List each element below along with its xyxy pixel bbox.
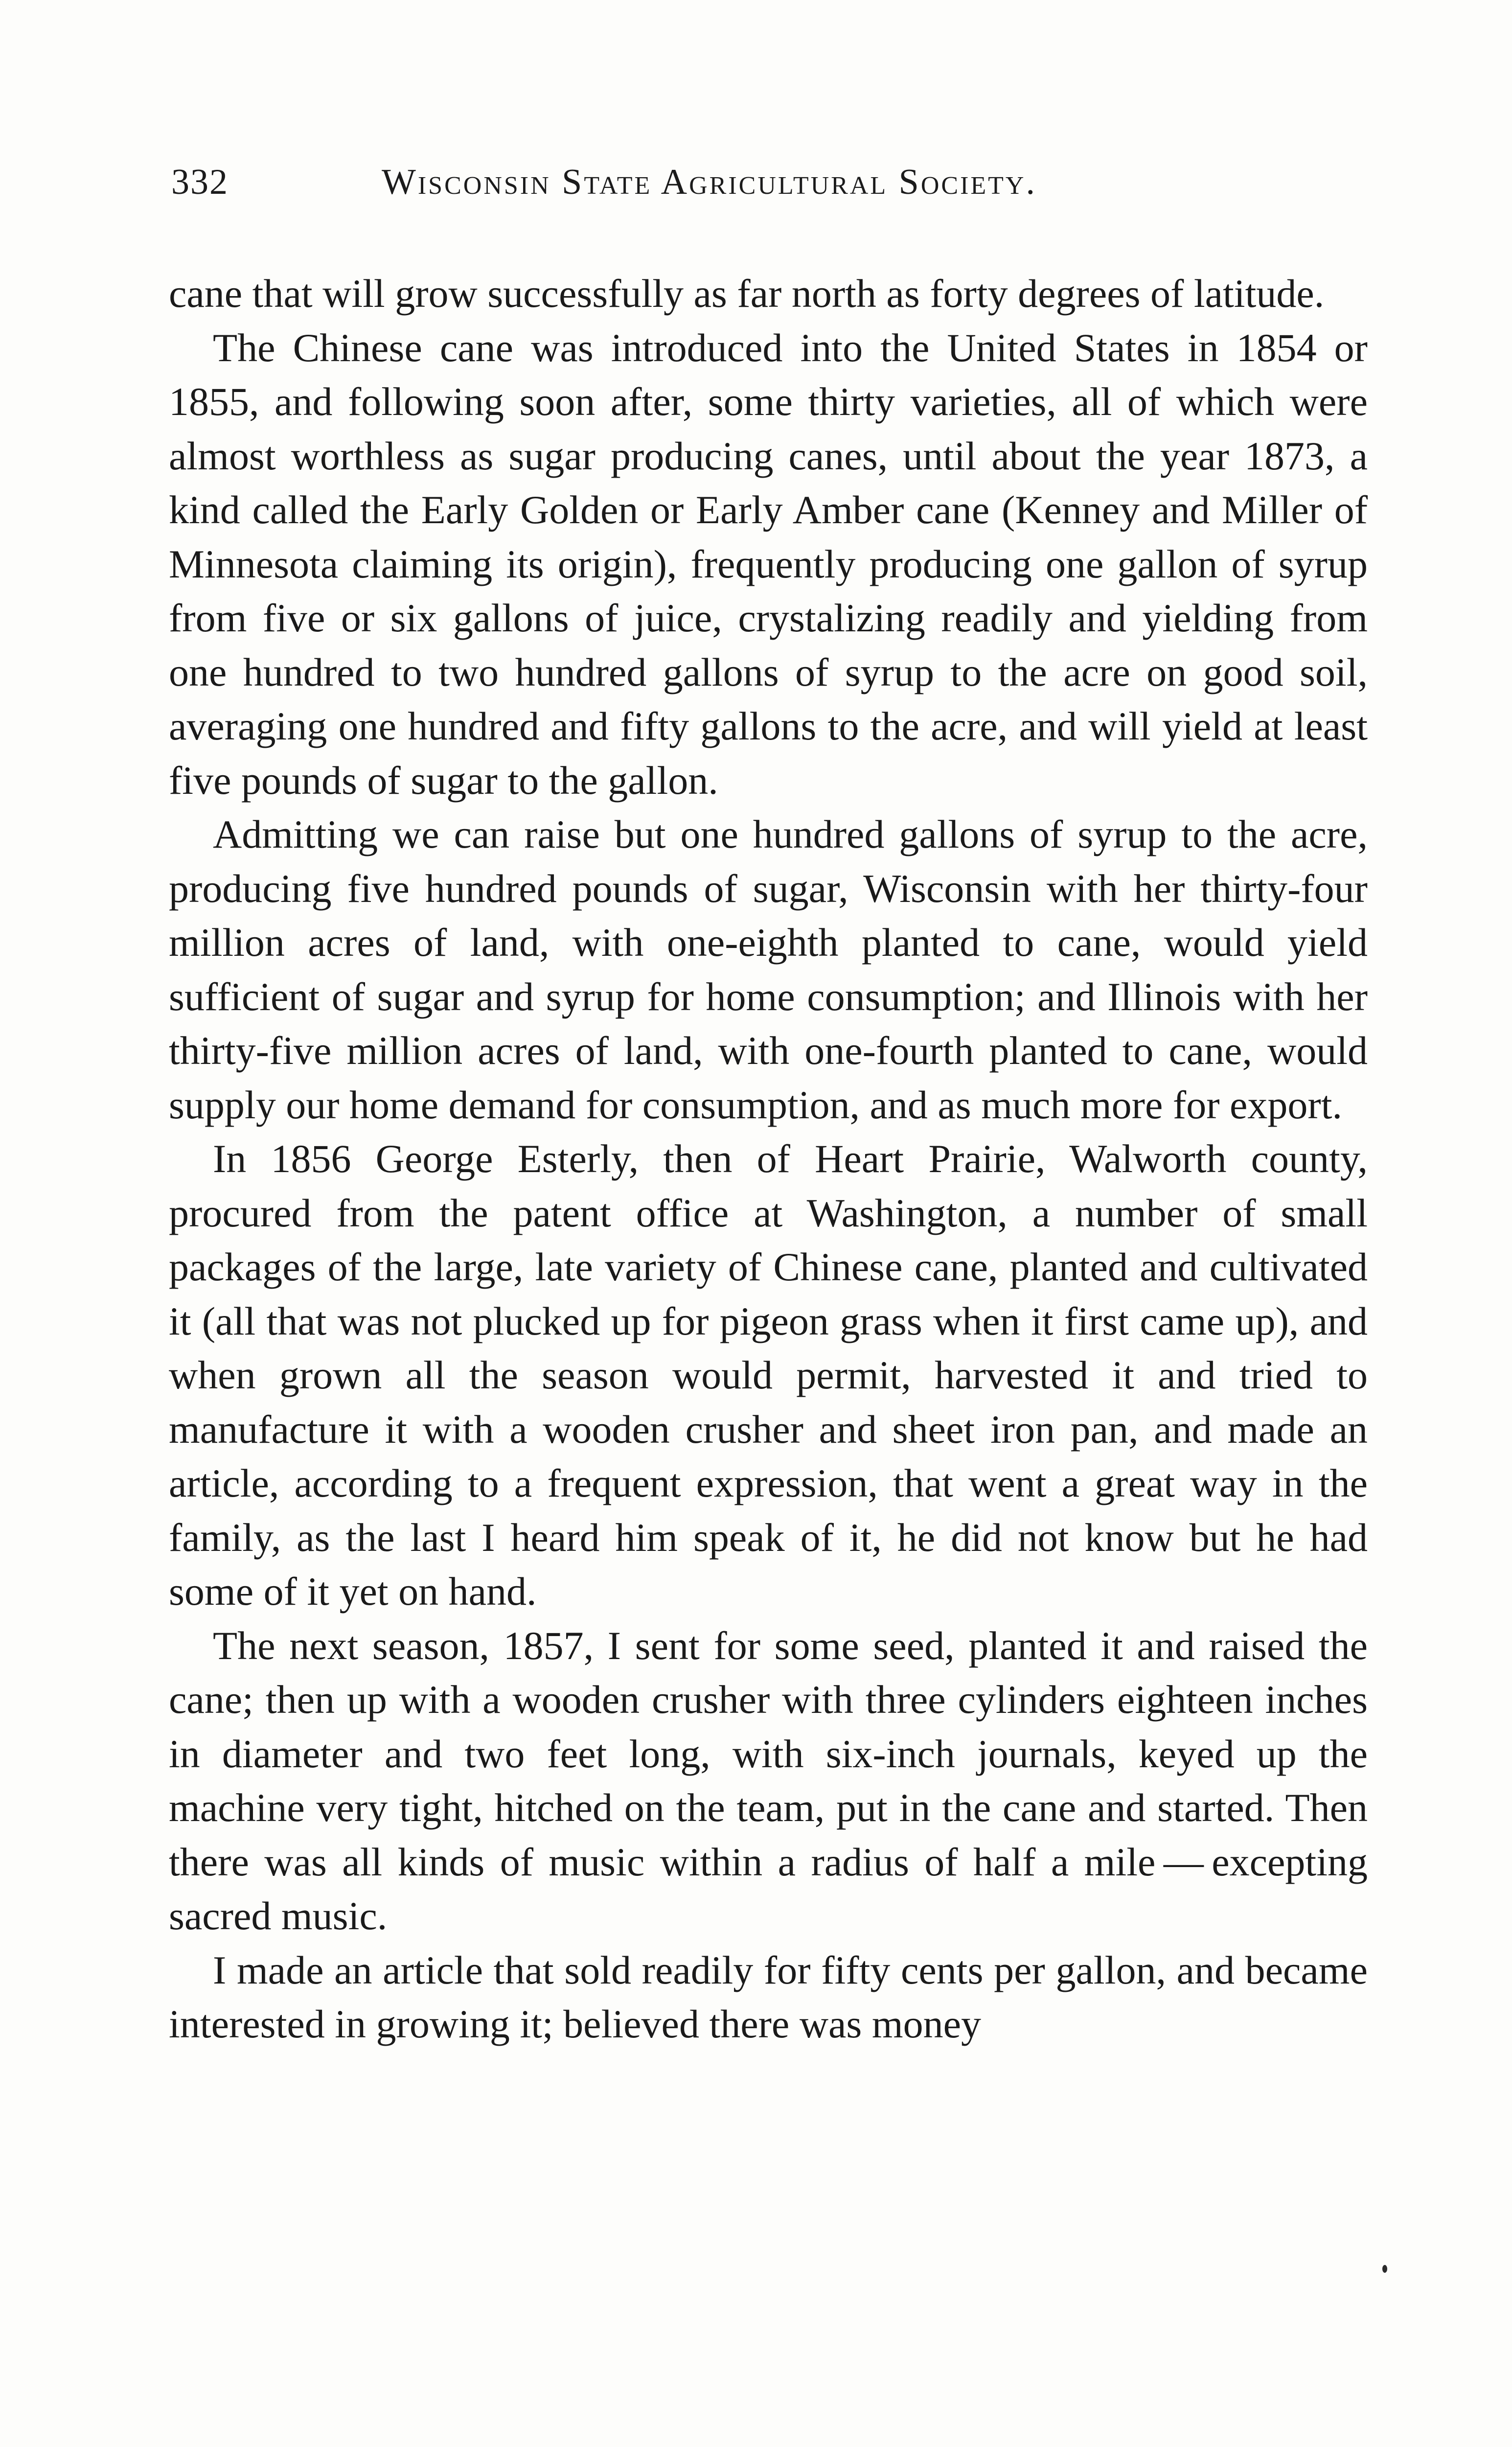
paragraph-5: The next season, 1857, I sent for some seed, planted it and raised the cane; then up with a wooden crusher with three cylinders eighteen inches in diameter and two feet long, with six-inch journals, keyed up the machine very tight, hitched on the team, put in the cane and started. Then there was all kinds of music within a radius of half a mile — excepting sacred music.	[169, 1623, 1368, 1938]
ink-speck	[1382, 2265, 1387, 2273]
page-header	[171, 162, 1355, 215]
page-number: 332	[171, 162, 229, 202]
paragraph-4: In 1856 George Esterly, then of Heart Prairie, Walworth county, procured from the patent office at Washington, a number of small packages of the large, late variety of Chinese cane, planted and cultivated it (all that was not plucked up for pigeon grass when it first came up), and when grown all the season would permit, harvested it and tried to manufacture it with a wooden crusher and sheet iron pan, and made an article, according to a frequent expression, that went a great way in the family, as the last I heard him speak of it, he did not know but he had some of it yet on hand.	[169, 1136, 1368, 1614]
running-title: Wisconsin State Agricultural Society.	[382, 162, 1037, 202]
body-text	[169, 267, 1368, 2052]
paragraph-6: I made an article that sold readily for fifty cents per gallon, and became interested in growing it; believed there was money	[169, 1947, 1368, 2046]
paragraph-3: Admitting we can raise but one hundred gallons of syrup to the acre, producing five hundred pounds of sugar, Wisconsin with her thirty-four million acres of land, with one-eighth planted to cane, would yield sufficient of sugar and syrup for home consumption; and Illinois with her thirty-five million acres of land, with one-fourth planted to cane, would supply our home demand for consumption, and as much more for export.	[169, 812, 1368, 1127]
paragraph-1: cane that will grow successfully as far north as forty degrees of latitude.	[169, 271, 1325, 316]
paragraph-2: The Chinese cane was introduced into the United States in 1854 or 1855, and following soon after, some thirty varieties, all of which were almost worthless as sugar producing canes, until about the year 1873, a kind called the Early Golden or Early Amber cane (Kenney and Miller of Minnesota claiming its origin), frequently producing one gallon of syrup from five or six gallons of juice, crystalizing readily and yielding from one hundred to two hundred gallons of syrup to the acre on good soil, averaging one hundred and fifty gallons to the acre, and will yield at least five pounds of sugar to the gallon.	[169, 325, 1368, 803]
